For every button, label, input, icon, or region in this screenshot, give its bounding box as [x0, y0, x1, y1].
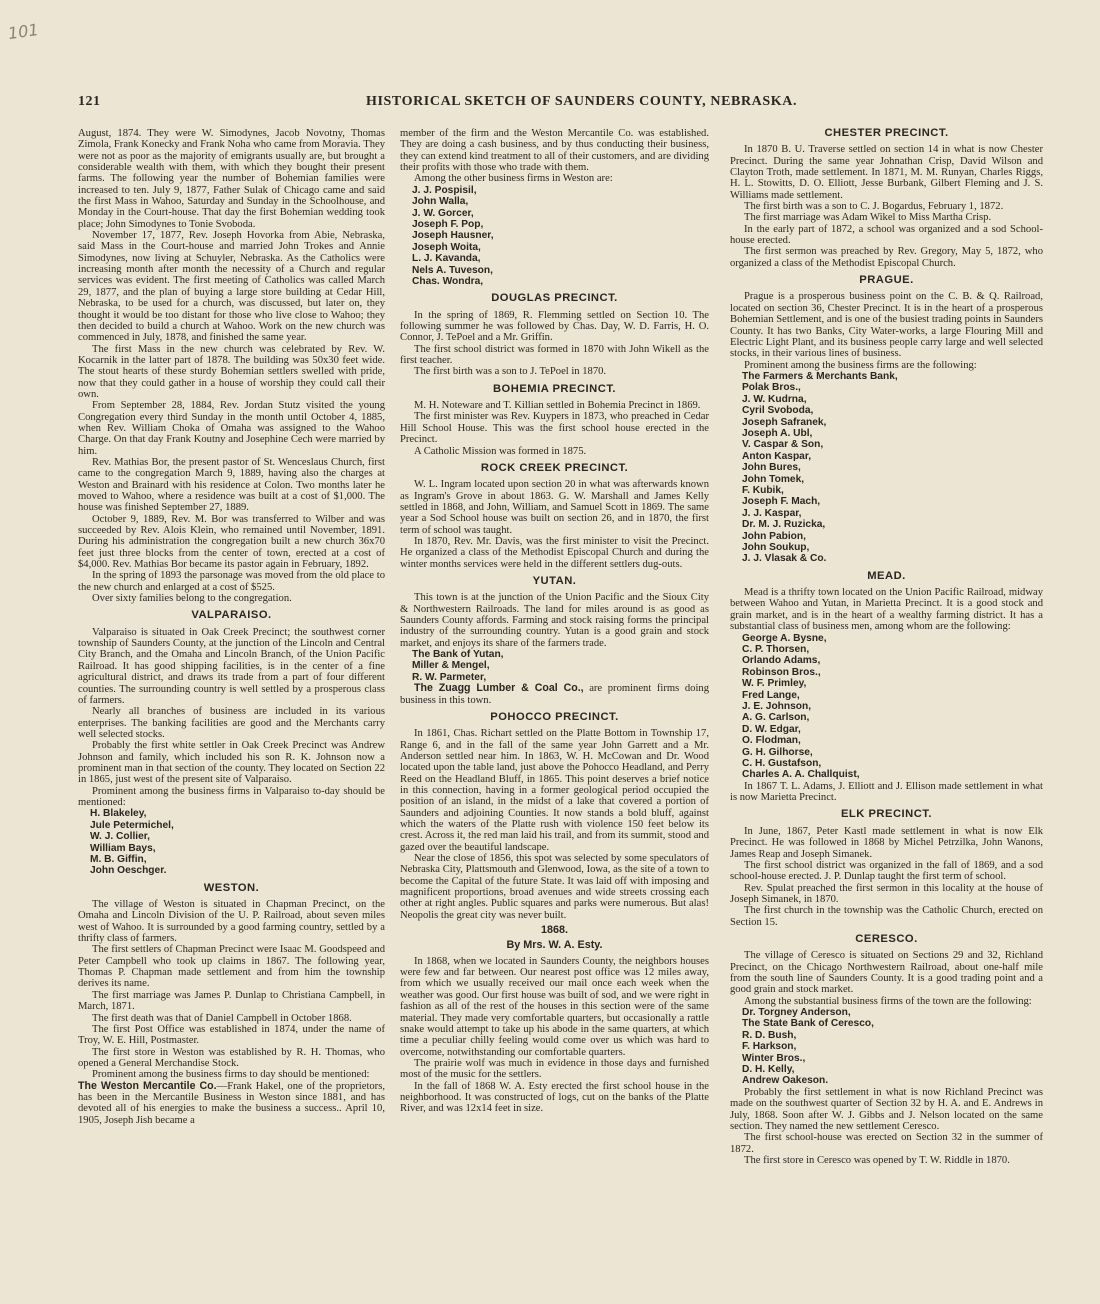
- paragraph-text: —Frank Hakel, one of the proprietors, has been in the Mercantile Business in Weston since 1881, and has devoted all of his energies to make the business a success.. April 10, 1905, Joseph Jish became a: [78, 1080, 385, 1126]
- list-item: Fred Lange,: [742, 689, 800, 701]
- list-item: D. H. Kelly,: [742, 1064, 795, 1075]
- paragraph: M. H. Noteware and T. Killian settled in Bohemia Precinct in 1869.: [414, 400, 701, 412]
- list-item: Joseph F. Mach,: [742, 496, 821, 508]
- paragraph: This town is at the junction of the Union Pacific and the Sioux City & Northwestern Railroads. The land for miles around is as good as Saunders County affords. Farming and stock raising forms the principal industry of the surrounding country. Yutan is a good grain and stock market, and enjoys its share of the farmers trade.: [400, 592, 709, 649]
- paragraph: The first settlers of Chapman Precinct were Isaac M. Goodspeed and Peter Campbell who took up claims in 1867. The following year, Thomas P. Chapman made settlement and from him the township derives its name.: [78, 944, 385, 990]
- list-item: O. Flodman,: [742, 735, 801, 747]
- list-item: W. J. Collier,: [90, 831, 151, 843]
- prague-business-list: [742, 371, 1043, 565]
- list-item: Cyril Svoboda,: [742, 405, 814, 417]
- list-item: R. D. Bush,: [742, 1029, 797, 1041]
- paragraph: November 17, 1877, Rev. Joseph Hovorka from Abie, Nebraska, said Mass in the Court-house and married John Trokes and Annie Simodynes, now living at Schuyler, Nebraska. As the Catholics were increasing month after month the necessity of a Church and regular services was evident. The first meeting of Catholics was called March 29, 1877, and the plan of buying a large store building at Cedar Hill, Nebraska, to be used for a church, was discussed, but later on, they thought it would be too distant for those who live close to Wahoo; they then decided to build a church at Wahoo. Work on the new church was commenced in July, 1878, and finished the same year.: [78, 230, 385, 344]
- valparaiso-business-list: [90, 808, 385, 876]
- paragraph: In the fall of 1868 W. A. Esty erected the first school house in the neighborhood. It was constructed of logs, cut on the banks of the Platte River, and was 12x14 feet in size.: [400, 1080, 709, 1115]
- list-item: R. W. Parmeter,: [412, 671, 487, 683]
- paragraph: The first church in the township was the Catholic Church, erected on Section 15.: [730, 905, 1043, 928]
- list-item: Dr. Torgney Anderson,: [742, 1006, 851, 1018]
- section-heading-rock-creek-precinct: ROCK CREEK PRECINCT.: [480, 461, 629, 474]
- firm-name: The Zuagg Lumber & Coal Co.,: [414, 682, 584, 695]
- list-item: John Soukup,: [742, 541, 810, 553]
- list-item: J. E. Johnson,: [742, 700, 812, 712]
- list-item: The Farmers & Merchants Bank,: [742, 370, 898, 382]
- paragraph: The first sermon was preached by Rev. Gregory, May 5, 1872, who organized a class of the Methodist Episcopal Church.: [730, 246, 1043, 269]
- paragraph: The first marriage was Adam Wikel to Miss Martha Crisp.: [744, 212, 992, 224]
- paragraph-text: are prominent firms doing business in this town.: [400, 683, 709, 706]
- list-item: F. Harkson,: [742, 1041, 797, 1053]
- list-item: D. W. Edgar,: [742, 723, 801, 735]
- weston-business-list: [412, 185, 709, 288]
- list-item: J. J. Pospisil,: [412, 184, 477, 196]
- yutan-business-list: [412, 649, 709, 683]
- paragraph: W. L. Ingram located upon section 20 in what was afterwards known as Ingram's Grove in about 1863. G. W. Marshall and James Kelly settled in 1868, and John, William, and Samuel Scott in 1869. The same year a Sod School house was built on section 26, and in 1870, the first term of school was taught.: [400, 479, 709, 536]
- paragraph: In 1870 B. U. Traverse settled on section 14 in what is now Chester Precinct. During the same year Johnathan Crisp, David Wilson and Clayton Troth, made settlement. In 1871, M. M. Runyan, Charles Riggs, H. L. Stowitts, D. O. Elliott, Jesse Burbank, Gilbert Fleming and J. S. Williams made settlement.: [730, 144, 1043, 201]
- section-heading-elk-precinct: ELK PRECINCT.: [840, 808, 933, 821]
- list-item: William Bays,: [90, 842, 156, 854]
- paragraph: Prominent among the business firms to day should be mentioned:: [92, 1069, 370, 1081]
- list-item: Winter Bros.,: [742, 1052, 806, 1064]
- list-item: Andrew Oakeson.: [742, 1075, 829, 1087]
- list-item: John Bures,: [742, 462, 801, 474]
- paragraph: In 1867 T. L. Adams, J. Elliott and J. Ellison made settlement in what is now Marietta Precinct.: [730, 780, 1043, 804]
- list-item: Joseph Woita,: [412, 241, 481, 253]
- list-item: Chas. Wondra,: [412, 275, 484, 287]
- list-item: Anton Kaspar,: [742, 450, 812, 462]
- list-item: George A. Bysne,: [742, 632, 827, 644]
- section-heading-bohemia-precinct: BOHEMIA PRECINCT.: [492, 382, 617, 395]
- paragraph: Near the close of 1856, this spot was selected by some speculators of Nebraska City, Plattsmouth and Glenwood, Iowa, as the site of a town to become the Capital of the future State. It was laid off with imposing and magnificent proportions, broad avenues and wide streets crossing each other at right angles. Public squares and parks were numerous. But alas! Neopolis the great city was never built.: [400, 853, 709, 921]
- paragraph: From September 28, 1884, Rev. Jordan Stutz visited the young Congregation every third Sunday in the month until October 4, 1885, when Rev. William Choka of Omaha was assigned to the Wahoo Charge. On that day Frank Koutny and Josephine Cech were married by him.: [78, 400, 385, 457]
- list-item: Charles A. A. Challquist,: [742, 769, 860, 781]
- paragraph: Prominent among the business firms are the following:: [744, 359, 977, 371]
- pencil-annotation: 101: [6, 19, 40, 44]
- paragraph: August, 1874. They were W. Simodynes, Jacob Novotny, Thomas Zimola, Frank Konecky and Frank Noha who came from Moravia. They were not as poor as the majority of emigrants usually are, but brought a considerable wealth with them, with which they bought their present farms. The following year the number of Bohemian families were increased to ten. July 9, 1877, Father Sulak of Chicago came and said the first Mass in Wahoo, Saturday and Sunday in the Schoolhouse, and Monday in the Court-house. That day the first Bohemian wedding took place; John Simodynes to Tonie Svoboda.: [78, 128, 385, 230]
- paragraph: The first marriage was James P. Dunlap to Christiana Campbell, in March, 1871.: [78, 989, 385, 1013]
- column-3: [730, 128, 1043, 1166]
- list-item: L. J. Kavanda,: [412, 253, 481, 265]
- byline: By Mrs. W. A. Esty.: [506, 939, 603, 952]
- paragraph: Prominent among the business firms in Valparaiso to-day should be mentioned:: [78, 785, 385, 808]
- list-item: M. B. Giffin,: [90, 853, 147, 865]
- list-item: C. H. Gustafson,: [742, 757, 822, 769]
- list-item: G. H. Gilhorse,: [742, 746, 813, 758]
- paragraph: In 1870, Rev. Mr. Davis, was the first minister to visit the Precinct. He organized a class of the Methodist Episcopal Church and during the winter months services were held in the different settlers dug-outs.: [400, 535, 709, 570]
- paragraph: The first school district was organized in the fall of 1869, and a sod school-house erected. J. P. Dunlap taught the first term of school.: [730, 859, 1043, 883]
- list-item: C. P. Thorsen,: [742, 643, 810, 655]
- section-heading-valparaiso: VALPARAISO.: [191, 609, 272, 622]
- section-heading-chester-precinct: CHESTER PRECINCT.: [824, 127, 949, 139]
- paragraph: Probably the first settlement in what is now Richland Precinct was made on the southwest quarter of Section 32 by H. A. and E. Andrews in July, 1868. Soon after W. J. Gibbs and J. Nelson located on the same section. They named the new settlement Ceresco.: [730, 1086, 1043, 1132]
- paragraph: The first birth was a son to C. J. Bogardus, February 1, 1872.: [744, 201, 1004, 213]
- list-item: V. Caspar & Son,: [742, 439, 824, 451]
- paragraph: Probably the first white settler in Oak Creek Precinct was Andrew Johnson and family, which included his son R. K. Johnson now a prominent man in that section of the county. They located on Section 22 in 1865, just west of the present site of Valparaiso.: [78, 740, 385, 786]
- paragraph: In June, 1867, Peter Kastl made settlement in what is now Elk Precinct. He was followed in 1868 by Michel Petrzilka, John Wanons, James Reap and Joseph Simanek.: [730, 825, 1043, 860]
- list-item: Joseph Hausner,: [412, 230, 494, 242]
- paragraph: The first birth was a son to J. TePoel in 1870.: [414, 366, 607, 378]
- paragraph: The village of Weston is situated in Chapman Precinct, on the Omaha and Lincoln Division of the U. P. Railroad, about seven miles west of Wahoo. It is surrounded by a good farming country, settled by a thrifty class of farmers.: [78, 899, 385, 945]
- section-heading-weston: WESTON.: [203, 881, 260, 894]
- column-1: [78, 128, 385, 1126]
- section-heading-douglas-precinct: DOUGLAS PRECINCT.: [491, 292, 618, 305]
- paragraph: In the spring of 1869, R. Flemming settled on Section 10. The following summer he was followed by Chas. Day, W. D. Farris, H. O. Connor, J. TePoel and a Mr. Griffin.: [400, 309, 709, 344]
- section-heading-prague: PRAGUE.: [859, 274, 914, 287]
- list-item: Joseph F. Pop,: [412, 218, 484, 230]
- list-item: Nels A. Tuveson,: [412, 264, 493, 276]
- paragraph: The first school district was formed in 1870 with John Wikell as the first teacher.: [400, 343, 709, 367]
- section-heading-ceresco: CERESCO.: [855, 932, 918, 945]
- page-number: 121: [78, 94, 101, 109]
- list-item: J. J. Kaspar,: [742, 507, 802, 519]
- column-2: [400, 128, 709, 1115]
- paragraph: Among the other business firms in Weston are:: [414, 173, 613, 185]
- paragraph: In 1868, when we located in Saunders County, the neighbors houses were few and far between. Our nearest post office was 12 miles away, from which we usually received our mail once each week when the weather was good. Our first house was built of sod, and we were right in fashion as all of the rest of the houses in this section were of the same material. They made very comfortable quarters, but occasionally a rattle snake would attempt to take up his abode in the same quarters, at which time a peculiar chilly feeling would come over us which was hard to overcome, notwithstanding our comfortable quarters.: [400, 955, 709, 1058]
- list-item: W. F. Primley,: [742, 678, 807, 690]
- section-heading-yutan: YUTAN.: [532, 574, 577, 587]
- list-item: J. W. Kudrna,: [742, 393, 807, 405]
- list-item: F. Kubik,: [742, 484, 784, 496]
- paragraph: Among the substantial business firms of the town are the following:: [744, 995, 1032, 1007]
- paragraph: In the early part of 1872, a school was organized and a sod School-house erected.: [730, 223, 1043, 247]
- paragraph: The first minister was Rev. Kuypers in 1873, who preached in Cedar Hill School House. This was the first school house erected in the Precinct.: [400, 411, 709, 446]
- paragraph: October 9, 1889, Rev. M. Bor was transferred to Wilber and was succeeded by Rev. Alois Klein, who remained until November, 1891. During his administration the congregation built a new church 36x70 feet just three blocks from the center of town, erected at a cost of $4,000. Rev. Mathias Bor became its pastor again in February, 1892.: [78, 513, 385, 571]
- list-item: J. J. Vlasak & Co.: [742, 553, 827, 565]
- paragraph: The first store in Ceresco was opened by T. W. Riddle in 1870.: [744, 1154, 1010, 1166]
- list-item: Miller & Mengel,: [412, 660, 490, 672]
- firm-name: The Weston Mercantile Co.: [78, 1079, 217, 1092]
- paragraph: [78, 1081, 385, 1126]
- mead-business-list: [742, 633, 1043, 781]
- list-item: J. W. Gorcer,: [412, 207, 474, 219]
- list-item: H. Blakeley,: [90, 808, 147, 820]
- paragraph: The first school-house was erected on Section 32 in the summer of 1872.: [730, 1132, 1043, 1155]
- list-item: John Pabion,: [742, 530, 806, 542]
- list-item: The Bank of Yutan,: [412, 649, 504, 660]
- paragraph: Rev. Mathias Bor, the present pastor of St. Wenceslaus Church, first came to the congregation March 9, 1889, having also the charges at Weston and Brainard with his residence at Colon. Two months later he moved to Wahoo, where a residence was built at a cost of $1,000. The house was finished September 27, 1889.: [78, 456, 385, 514]
- list-item: Jule Petermichel,: [90, 819, 174, 831]
- list-item: Joseph A. Ubl,: [742, 427, 813, 439]
- list-item: Robinson Bros.,: [742, 666, 821, 678]
- paragraph: The first store in Weston was established by R. H. Thomas, who opened a General Merchandise Stock.: [78, 1046, 385, 1069]
- paragraph: Rev. Spulat preached the first sermon in this locality at the house of Joseph Simanek, in 1870.: [730, 882, 1043, 905]
- paragraph: In 1861, Chas. Richart settled on the Platte Bottom in Township 17, Range 6, and in the fall of the same year John Garrett and a Mr. Anderson settled near him. In 1863, W. H. McCowan and Dr. Wood located upon the table land, just above the Pohocco Headland, and Perry Reed on the Headland Bluff, in 1865. This point deserves a brief notice in this connection, having in a former geological period occupied the position of an island, in the midst of a lake that covered a portion of Saunders and adjoining Counties. It now stands a bold bluff, against which the waters of the Platte rush with violence 150 feet below its crest. Across it, the red man laid his trail, and from its summit, stood and gazed over the beautiful landscape.: [400, 728, 709, 853]
- paragraph: Mead is a thrifty town located on the Union Pacific Railroad, midway between Wahoo and Yutan, in Marietta Precinct. It is a good stock and grain market, and is in the heart of a wealthy farming district. It has a substantial class of business men, among whom are the following:: [730, 587, 1043, 633]
- paragraph: Valparaiso is situated in Oak Creek Precinct; the southwest corner township of Saunders County, at the junction of the Lincoln and Central City Branch, and the Omaha and Lincoln Branch, of the Union Pacific Railroad. It has good shipping facilities, is in the center of a fine agricultural district, and draws its trade from a part of four different counties. The surrounding country is well settled by a prosperous class of farmers.: [78, 626, 385, 706]
- list-item: John Tomek,: [742, 473, 805, 485]
- section-heading-pohocco-precinct: POHOCCO PRECINCT.: [490, 710, 619, 723]
- list-item: Dr. M. J. Ruzicka,: [742, 519, 826, 531]
- list-item: A. G. Carlson,: [742, 712, 810, 724]
- paragraph: The prairie wolf was much in evidence in those days and furnished most of the music for the settlers.: [400, 1057, 709, 1081]
- page-header: [78, 94, 1070, 114]
- paragraph: A Catholic Mission was formed in 1875.: [414, 445, 587, 457]
- paragraph: [400, 683, 709, 706]
- paragraph: Nearly all branches of business are included in its various enterprises. The banking facilities are good and the Merchants carry well selected stocks.: [78, 706, 385, 740]
- ceresco-business-list: [742, 1007, 1043, 1087]
- list-item: John Walla,: [412, 196, 469, 208]
- paragraph: The first Mass in the new church was celebrated by Rev. W. Kocarnik in the latter part of 1878. The building was 50x30 feet wide. The stout hearts of these sturdy Bohemian settlers swelled with pride, now that they could gather in a house of worship they could call their own.: [78, 343, 385, 400]
- list-item: The State Bank of Ceresco,: [742, 1018, 874, 1030]
- paragraph: The village of Ceresco is situated on Sections 29 and 32, Richland Precinct, on the Chicago Northwestern Railroad, about one-half mile from the south line of Saunders County. It is a good trading point and a good grain and stock market.: [730, 950, 1043, 996]
- paragraph: The first Post Office was established in 1874, under the name of Troy, W. E. Hill, Postmaster.: [78, 1023, 385, 1047]
- paragraph: member of the firm and the Weston Mercantile Co. was established. They are doing a cash business, and by thus conducting their business, they can extend kind treatment to all of their customers, and are dividing their profits with those who trade with them.: [400, 128, 709, 174]
- paragraph: Over sixty families belong to the congregation.: [92, 593, 292, 605]
- section-heading-mead: MEAD.: [867, 569, 906, 582]
- list-item: Orlando Adams,: [742, 655, 821, 667]
- section-heading-1868: 1868.: [540, 924, 569, 937]
- paragraph: Prague is a prosperous business point on the C. B. & Q. Railroad, located on section 36, Chester Precinct. It is in the heart of a prosperous Bohemian Settlement, and is one of the busiest trading points in Saunders County. It has two Banks, City Water-works, a large Flouring Mill and Electric Light Plant, and its business people carry large and well selected stocks, in their various lines of business.: [730, 291, 1043, 360]
- list-item: Joseph Safranek,: [742, 416, 827, 428]
- paragraph: In the spring of 1893 the parsonage was moved from the old place to the new church and enlarged at a cost of $525.: [78, 570, 385, 593]
- list-item: Polak Bros.,: [742, 382, 801, 394]
- paragraph: The first death was that of Daniel Campbell in October 1868.: [92, 1012, 352, 1024]
- list-item: John Oeschger.: [90, 865, 167, 877]
- running-title: HISTORICAL SKETCH OF SAUNDERS COUNTY, NEBRASKA.: [366, 94, 798, 109]
